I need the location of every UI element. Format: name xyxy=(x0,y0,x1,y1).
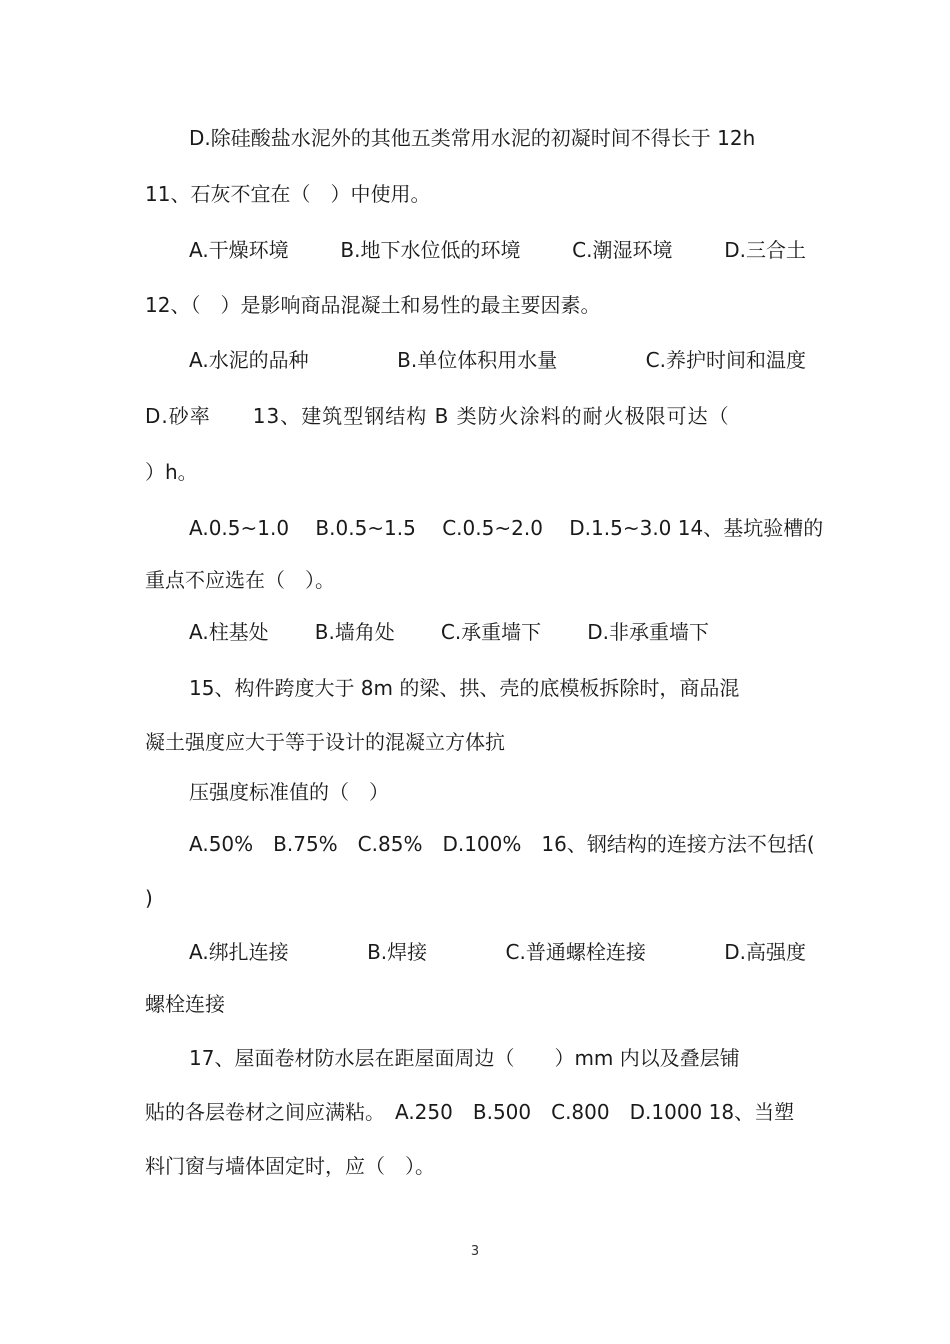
q11-option-d: D.三合土 xyxy=(724,238,806,262)
page-number: 3 xyxy=(470,1244,480,1259)
q16-option-a: A.绑扎连接 xyxy=(189,940,289,964)
q14-option-c: C.承重墙下 xyxy=(440,620,542,644)
question-17-continued-and-question-18: 贴的各层卷材之间应满粘。 A.250 B.500 C.800 D.1000 18、当塑 xyxy=(145,1100,795,1124)
question-15-continued-2: 压强度标准值的（ ） xyxy=(189,780,389,804)
question-12: 12、（ ）是影响商品混凝土和易性的最主要因素。 xyxy=(145,293,601,317)
q11-option-b: B.地下水位低的环境 xyxy=(340,238,521,262)
question-18-continued: 料门窗与墙体固定时，应（ ）。 xyxy=(145,1154,435,1178)
q16-option-b: B.焊接 xyxy=(367,940,428,964)
q12-option-a: A.水泥的品种 xyxy=(189,348,309,372)
q12-options xyxy=(189,346,806,374)
text-line-q10-option-d: D.除硅酸盐水泥外的其他五类常用水泥的初凝时间不得长于 12h xyxy=(189,126,756,150)
q11-option-c: C.潮湿环境 xyxy=(572,238,673,262)
question-15-continued: 凝土强度应大于等于设计的混凝立方体抗 xyxy=(145,730,505,754)
q11-options xyxy=(189,236,806,264)
q12-option-b: B.单位体积用水量 xyxy=(397,348,558,372)
q11-option-a: A.干燥环境 xyxy=(189,238,289,262)
question-16-continued: ) xyxy=(145,886,153,910)
question-13-continued: ）h。 xyxy=(145,460,198,484)
q16-option-d: D.高强度 xyxy=(724,940,806,964)
q16-option-c: C.普通螺栓连接 xyxy=(505,940,646,964)
q14-option-a: A.柱基处 xyxy=(189,620,269,644)
q14-option-b: B.墙角处 xyxy=(314,620,395,644)
q12-option-d-and-question-13: D.砂率 13、建筑型钢结构 B 类防火涂料的耐火极限可达（ xyxy=(145,404,730,428)
question-15: 15、构件跨度大于 8m 的梁、拱、壳的底模板拆除时，商品混 xyxy=(189,676,740,700)
q14-options xyxy=(189,618,709,646)
q14-option-d: D.非承重墙下 xyxy=(587,620,709,644)
question-11: 11、石灰不宜在（ ）中使用。 xyxy=(145,182,431,206)
q16-option-d-continued: 螺栓连接 xyxy=(145,992,225,1016)
q13-options-and-question-14: A.0.5~1.0 B.0.5~1.5 C.0.5~2.0 D.1.5~3.0 14、基坑验槽的 xyxy=(189,516,824,540)
q12-option-c: C.养护时间和温度 xyxy=(645,348,806,372)
q16-options xyxy=(189,938,806,966)
q15-options-and-question-16: A.50% B.75% C.85% D.100% 16、钢结构的连接方法不包括( xyxy=(189,832,815,856)
question-14-continued: 重点不应选在（ ）。 xyxy=(145,568,335,592)
question-17: 17、屋面卷材防水层在距屋面周边（ ）mm 内以及叠层铺 xyxy=(189,1046,740,1070)
